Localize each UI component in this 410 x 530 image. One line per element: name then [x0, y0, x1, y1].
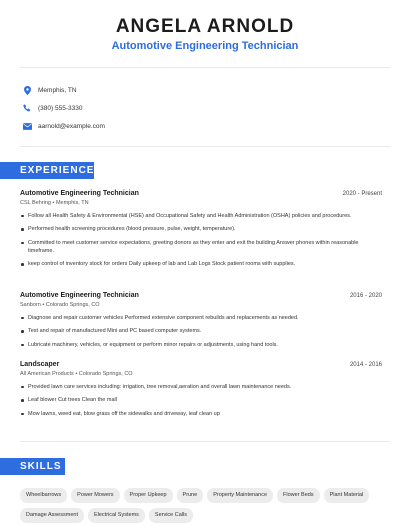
- job-entry: [20, 292, 382, 349]
- candidate-name: ANGELA ARNOLD: [115, 16, 295, 37]
- location-text: Memphis, TN: [38, 86, 77, 94]
- contact-phone: [22, 103, 82, 113]
- header-divider: [20, 67, 390, 68]
- job-bullet: Leaf blower Cut trees Clean the mall: [20, 396, 382, 404]
- skill-tag: Property Maintenance: [207, 488, 273, 503]
- job-title: Automotive Engineering Technician: [20, 190, 139, 197]
- location-pin-icon: [22, 85, 32, 95]
- job-bullet: Follow all Health Safety & Environmental (HSE) and Occupational Safety and Health Administration (OSHA) policies and procedures.: [20, 212, 382, 220]
- job-bullet: Test and repair of manufactured Mini and PC based computer systems.: [20, 327, 382, 335]
- candidate-title: Automotive Engineering Technician: [111, 40, 299, 52]
- skill-tag: Wheelbarrows: [20, 488, 67, 503]
- job-dates: 2016 - 2020: [349, 293, 382, 299]
- job-dates: 2014 - 2016: [349, 362, 382, 368]
- skill-tag: Flower Beds: [277, 488, 320, 503]
- skill-tag: Damage Assessment: [20, 508, 84, 523]
- job-company: Sanborn • Colorado Springs, CO: [20, 302, 100, 308]
- skill-tag: Plant Material: [324, 488, 370, 503]
- skill-tag: Electrical Systems: [88, 508, 145, 523]
- skill-tag: Prune: [177, 488, 204, 503]
- job-bullet: Diagnose and repair customer vehicles Performed extensive component rebuilds and replacements as needed.: [20, 314, 382, 322]
- skills-divider: [20, 441, 390, 442]
- skills-list: [20, 488, 390, 523]
- email-icon: [22, 121, 32, 131]
- phone-text: (380) 555-3330: [38, 104, 83, 112]
- job-bullet: Provided lawn care services including: irrigation, tree removal,aeration and overall lawn maintenance needs.: [20, 383, 382, 391]
- job-dates: 2020 - Present: [342, 191, 382, 197]
- phone-icon: [22, 103, 32, 113]
- email-text: aarnold@example.com: [38, 122, 105, 130]
- job-company: All American Products • Colorado Springs, CO: [20, 371, 133, 377]
- skill-tag: Proper Upkeep: [124, 488, 173, 503]
- job-entry: [20, 190, 382, 268]
- experience-section-header: EXPERIENCE: [0, 162, 94, 179]
- job-bullet: Performed health screening procedures (blood pressure, pulse, weight, temperature).: [20, 225, 382, 233]
- job-title: Automotive Engineering Technician: [20, 292, 139, 299]
- job-bullet: Lubricate machinery, vehicles, or equipment or perform minor repairs or adjustments, using hand tools.: [20, 341, 382, 349]
- job-entry: [20, 361, 382, 418]
- contact-divider: [20, 146, 390, 147]
- contact-email: [22, 121, 105, 131]
- job-title: Landscaper: [20, 361, 60, 368]
- job-bullet: keep control of inventory stock for orders Daily upkeep of lab and Lab Logs Stock patient rooms with supplies.: [20, 260, 382, 268]
- job-bullet: Committed to meet customer service expectations, greeting donors as they enter and exit the building Answer phones within reasonable timeframe.: [20, 239, 382, 255]
- contact-location: [22, 85, 77, 95]
- job-bullet: Mow lawns, weed eat, blow grass off the sidewalks and driveway, leaf clean up: [20, 410, 382, 418]
- skill-tag: Power Mowers: [71, 488, 119, 503]
- skills-section-header: SKILLS: [0, 458, 65, 475]
- skill-tag: Service Calls: [149, 508, 193, 523]
- job-company: CSL Behring • Memphis, TN: [20, 200, 89, 206]
